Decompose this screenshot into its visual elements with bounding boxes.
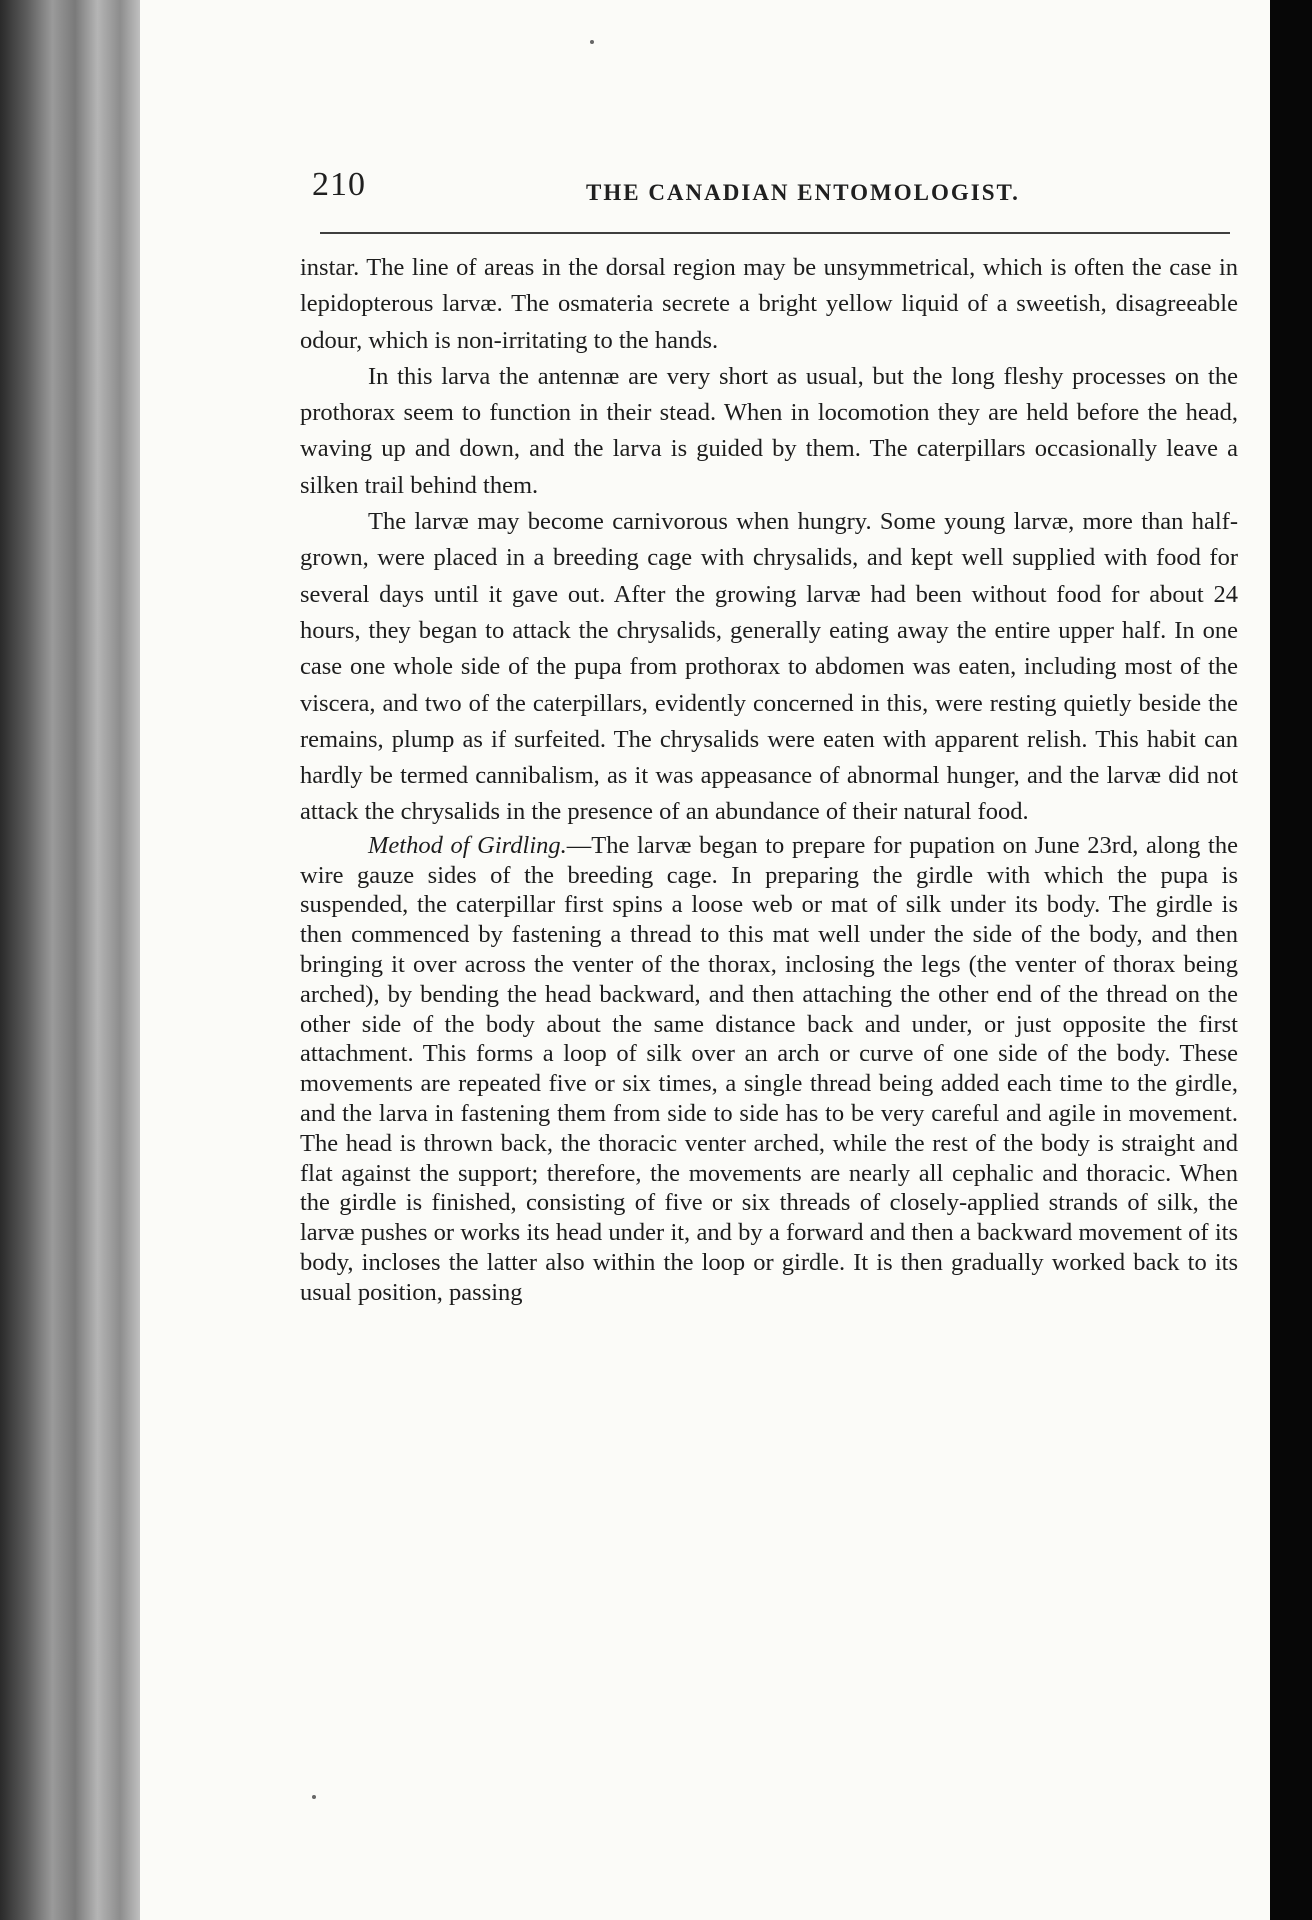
- paragraph-carnivorous: The larvæ may become carnivorous when hungry. Some young larvæ, more than half-grown, were placed in a breeding cage with chrysalids, and kept well supplied with food for several days until it gave out. After the growing larvæ had been without food for about 24 hours, they began to attack the chrysalids, generally eating away the entire upper half. In one case one whole side of the pupa from prothorax to abdomen was eaten, including most of the viscera, and two of the caterpillars, evidently concerned in this, were resting quietly beside the remains, plump as if surfeited. The chrysalids were eaten with apparent relish. This habit can hardly be termed cannibalism, as it was appeasance of abnormal hunger, and the larvæ did not attack the chrysalids in the presence of an abundance of their natural food.: [300, 508, 1238, 826]
- scan-speck: [590, 40, 594, 44]
- paragraph-continued: instar. The line of areas in the dorsal region may be unsymmetrical, which is often the case in lepidopterous larvæ. The osmateria secrete a bright yellow liquid of a sweetish, disagreeable odour, which is non-irritating to the hands.: [300, 254, 1238, 354]
- running-title: THE CANADIAN ENTOMOLOGIST.: [586, 180, 1020, 205]
- paragraph-antennae: In this larva the antennæ are very short as usual, but the long fleshy processes on the prothorax seem to function in their stead. When in locomotion they are held before the head, waving up and down, and the larva is guided by them. The caterpillars occasionally leave a silken trail behind them.: [300, 362, 1238, 499]
- article-body: [300, 250, 1238, 1308]
- page-header: [312, 160, 1242, 230]
- scan-speck: [312, 1795, 316, 1799]
- scan-border-right: [1270, 0, 1312, 1920]
- paragraph-method-of-girdling: [300, 831, 1238, 1308]
- girdling-text: —The larvæ began to prepare for pupation on June 23rd, along the wire gauze sides of the breeding cage. In preparing the girdle with which the pupa is suspended, the caterpillar first spins a loose web or mat of silk under its body. The girdle is then commenced by fastening a thread to this mat well under the side of the body, and then bringing it over across the venter of the thorax, inclosing the legs (the venter of thorax being arched), by bending the head backward, and then attaching the other end of the thread on the other side of the body about the same distance back and under, or just opposite the first attachment. This forms a loop of silk over an arch or curve of one side of the body. These movements are repeated five or six times, a single thread being added each time to the girdle, and the larva in fastening them from side to side has to be very careful and agile in movement. The head is thrown back, the thoracic venter arched, while the rest of the body is straight and flat against the support; therefore, the movements are nearly all cephalic and thoracic. When the girdle is finished, consisting of five or six threads of closely-applied strands of silk, the larvæ pushes or works its head under it, and by a forward and then a backward movement of its body, incloses the latter also within the loop or girdle. It is then gradually worked back to its usual position, passing: [300, 831, 1238, 1306]
- header-rule: [320, 232, 1230, 234]
- book-spine-edge: [0, 0, 150, 1920]
- section-heading-method-of-girdling: Method of Girdling.: [368, 831, 567, 859]
- page-number: 210: [312, 166, 366, 203]
